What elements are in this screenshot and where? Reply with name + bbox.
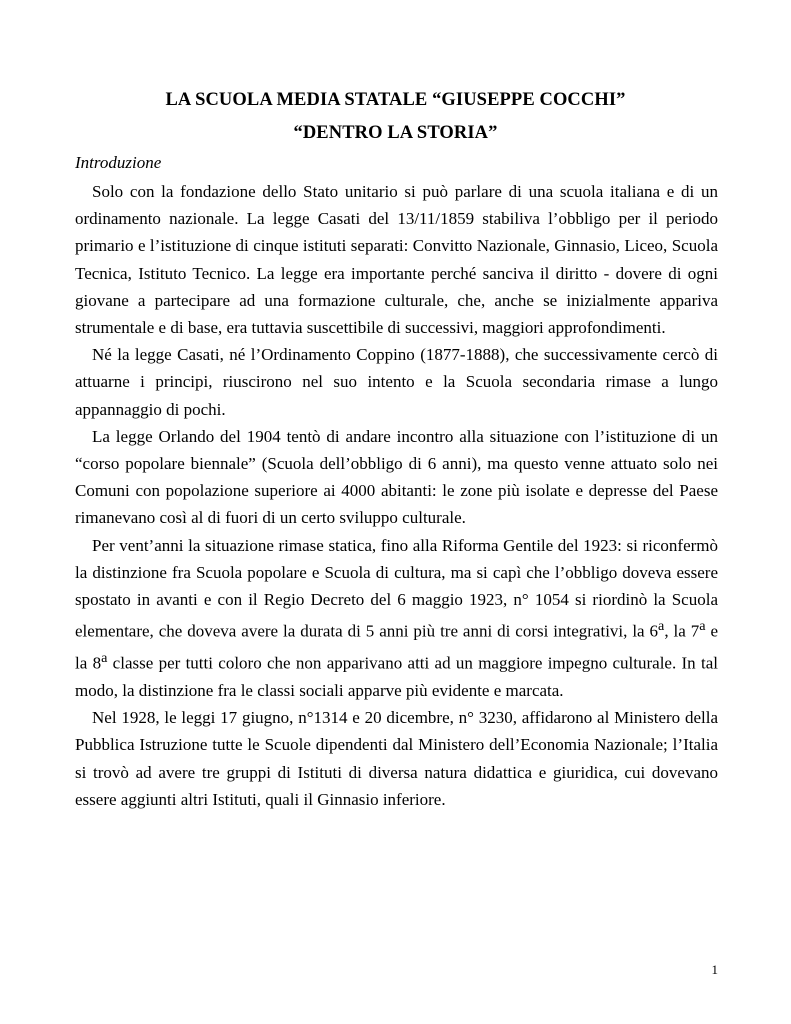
paragraph-4-text-after: classe per tutti coloro che non apparivano atti ad un maggiore impegno culturale. In tal modo, la distinzione fra le classi sociali apparve più evidente e marcata. <box>75 653 718 700</box>
page-number: 1 <box>711 962 718 977</box>
separator: , la <box>664 621 691 641</box>
paragraph-4 <box>75 532 718 705</box>
paragraph-3: La legge Orlando del 1904 tentò di andare incontro alla situazione con l’istituzione di un “corso popolare biennale” (Scuola dell’obbligo di 6 anni), ma questo venne attuato solo nei Comuni con popolazione superiore ai 4000 abitanti: le zone più isolate e depresse del Paese rimanevano così al di fuori di un certo sviluppo culturale. <box>75 426 718 528</box>
document-subtitle: “DENTRO LA STORIA” <box>293 123 498 143</box>
separator: e la <box>75 621 718 673</box>
ordinal-6: 6 <box>649 621 659 641</box>
ordinal-8: 8 <box>92 653 102 673</box>
ordinal-7: 7 <box>690 621 700 641</box>
document-body <box>75 178 718 813</box>
paragraph-4-text-before: Per vent’anni la situazione rimase statica, fino alla Riforma Gentile del 1923: si riconfermò la distinzione fra Scuola popolare e Scuola di cultura, ma si capì che l’obbligo doveva essere spostato in avanti e con il Regio Decreto del 6 maggio 1923, n° 1054 si riordinò la Scuola elementare, che doveva avere la durata di 5 anni più tre anni di corsi integrativi, la <box>75 535 718 641</box>
document-title: LA SCUOLA MEDIA STATALE “GIUSEPPE COCCHI” <box>165 90 626 110</box>
ordinal-suffix: a <box>101 650 108 667</box>
paragraph-1: Solo con la fondazione dello Stato unitario si può parlare di una scuola italiana e di un ordinamento nazionale. La legge Casati del 13/11/1859 stabiliva l’obbligo per il periodo primario e l’istituzione di cinque istituti separati: Convitto Nazionale, Ginnasio, Liceo, Scuola Tecnica, Istituto Tecnico. La legge era importante perché sanciva il diritto - dovere di ogni giovane a partecipare ad una formazione culturale, che, anche se inizialmente appariva strumentale e di base, era tuttavia suscettibile di successivi, maggiori approfondimenti. <box>75 182 718 338</box>
section-heading: Introduzione <box>75 153 162 172</box>
ordinal-suffix: a <box>699 618 706 635</box>
paragraph-2: Né la legge Casati, né l’Ordinamento Coppino (1877-1888), che successivamente cercò di attuarne i principi, riuscirono nel suo intento e la Scuola secondaria rimase a lungo appannaggio di pochi. <box>75 345 718 419</box>
ordinal-suffix: a <box>658 618 665 635</box>
paragraph-5: Nel 1928, le leggi 17 giugno, n°1314 e 20 dicembre, n° 3230, affidarono al Ministero della Pubblica Istruzione tutte le Scuole dipendenti dal Ministero dell’Economia Nazionale; l’Italia si trovò ad avere tre gruppi di Istituti di diversa natura didattica e giuridica, cui dovevano essere aggiunti altri Istituti, quali il Ginnasio inferiore. <box>75 708 718 809</box>
